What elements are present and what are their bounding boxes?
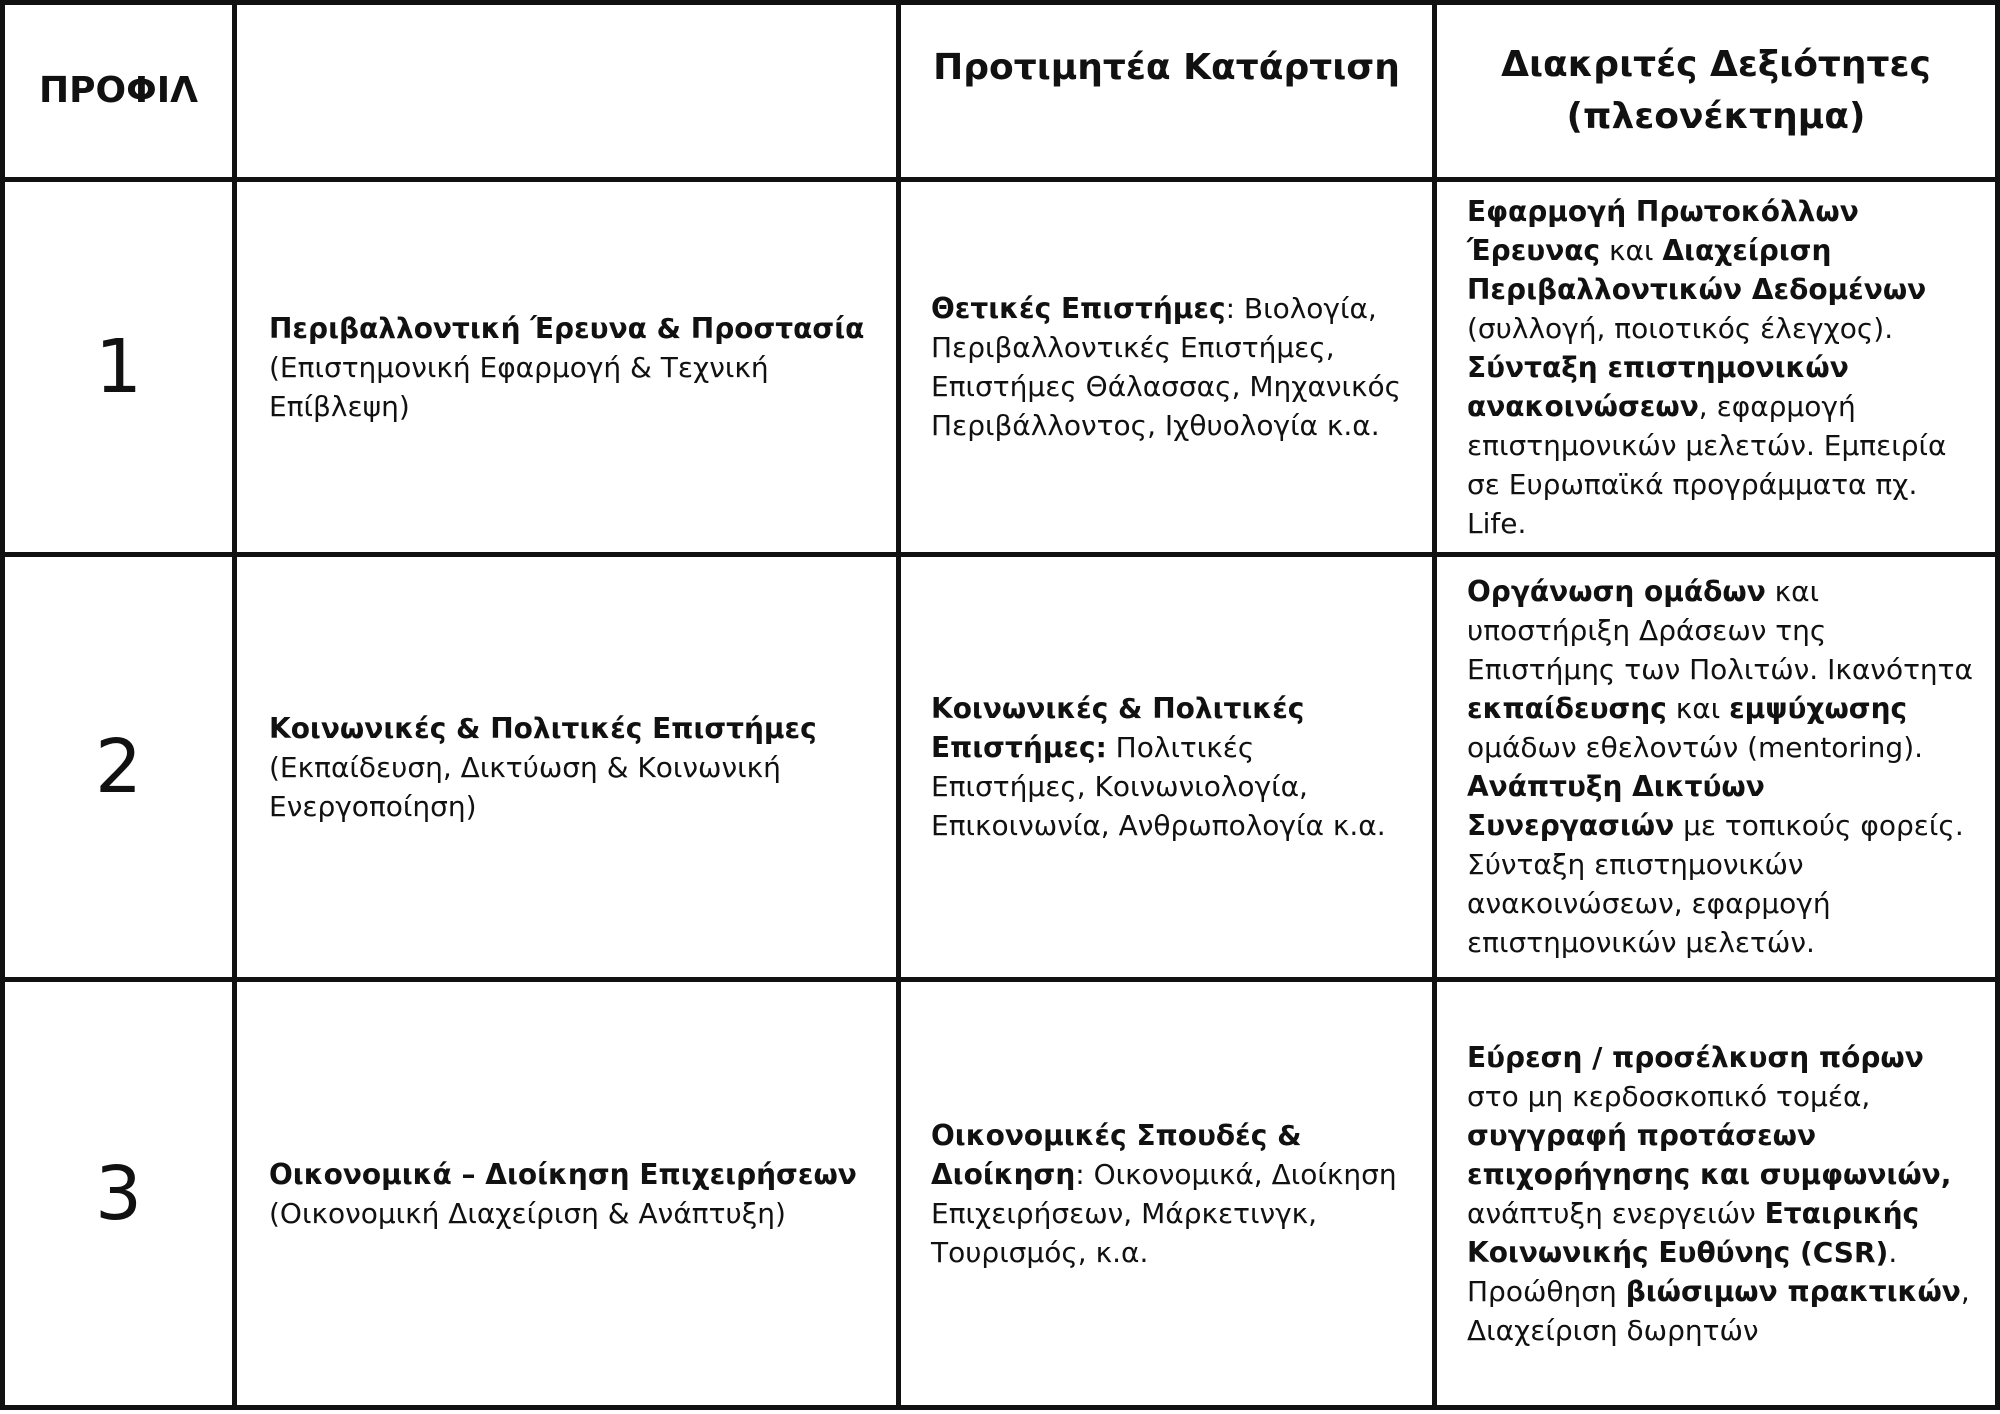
row-2-skills <box>1467 572 1981 962</box>
row-2-skills-segment-3: και <box>1666 692 1730 725</box>
row-2-skills-segment-2: εκπαίδευσης <box>1467 692 1667 725</box>
row-2-training <box>931 689 1406 845</box>
row-1-profile-title: Περιβαλλοντική Έρευνα & Προστασία <box>269 311 865 345</box>
header-profile: ΠΡΟΦΙΛ <box>39 69 198 111</box>
row-2-skills-segment-4: εμψύχωσης <box>1729 692 1908 725</box>
row-3-skills-segment-6: βιώσιμων πρακτικών <box>1625 1274 1961 1308</box>
header-skills-line1: Διακριτές Δεξιότητες <box>1501 43 1931 85</box>
row-2-profile <box>237 557 896 977</box>
row-3-skills-segment-5: . Προώθηση <box>1467 1235 1898 1308</box>
row-2-profile-subtitle: (Εκπαίδευση, Δικτύωση & Κοινωνική Ενεργοποίηση) <box>269 750 781 823</box>
row-3-profile <box>237 982 896 1405</box>
row-2-training-segment-0: Κοινωνικές & Πολιτικές Επιστήμες: <box>931 692 1305 764</box>
row-1-skills <box>1467 192 1981 543</box>
row-3-skills-segment-0: Εύρεση / προσέλκυση πόρων <box>1467 1040 1924 1074</box>
row-2-profile-title: Κοινωνικές & Πολιτικές Επιστήμες <box>269 711 817 745</box>
table-border-bottom <box>0 1405 2000 1410</box>
row-3-training <box>931 1116 1406 1272</box>
row-1-training <box>931 289 1406 445</box>
row-1-skills-segment-4: Σύνταξη επιστημονικών ανακοινώσεων <box>1467 350 1849 423</box>
header-distinct-skills <box>1437 39 1995 143</box>
row-1-skills-segment-5: , εφαρμογή επιστημονικών μελετών. Εμπειρία σε Ευρωπαϊκά προγράμματα πχ. Life. <box>1467 389 1947 540</box>
row-1-skills-segment-0: Εφαρμογή Πρωτοκόλλων Έρευνας <box>1467 194 1859 267</box>
row-1-profile-subtitle: (Επιστημονική Εφαρμογή & Τεχνική Επίβλεψη) <box>269 350 769 423</box>
row-3-skills-segment-2: συγγραφή προτάσεων επιχορήγησης και συμφωνιών, <box>1467 1118 1952 1191</box>
header-preferred-training: Προτιμητέα Κατάρτιση <box>933 46 1400 88</box>
row-3-number: 3 <box>94 1150 143 1237</box>
header-skills-line2: (πλεονέκτημα) <box>1566 96 1866 137</box>
row-2-skills-segment-0: Οργάνωση ομάδων <box>1467 575 1766 608</box>
row-2-skills-segment-5: ομάδων εθελοντών (mentoring). <box>1467 731 1924 764</box>
row-1-skills-segment-2: Διαχείριση Περιβαλλοντικών Δεδομένων <box>1467 233 1927 306</box>
row-1-skills-segment-1: και <box>1600 233 1663 267</box>
row-1-skills-segment-3: (συλλογή, ποιοτικός έλεγχος). <box>1467 311 1894 345</box>
row-3-skills-segment-7: , Διαχείριση δωρητών <box>1467 1274 1970 1347</box>
table-border-right <box>1995 0 2000 1410</box>
row-2-skills-segment-7: με τοπικούς φορείς. Σύνταξη επιστημονικών ανακοινώσεων, εφαρμογή επιστημονικών μελετών. <box>1467 809 1964 959</box>
row-3-profile-title: Οικονομικά – Διοίκηση Επιχειρήσεων <box>269 1157 857 1191</box>
row-2-skills-segment-6: Ανάπτυξη Δικτύων Συνεργασιών <box>1467 770 1765 842</box>
row-1-training-segment-1: : Βιολογία, Περιβαλλοντικές Επιστήμες, Επιστήμες Θάλασσας, Μηχανικός Περιβάλλοντος, Ιχθυολογία κ.α. <box>931 292 1402 442</box>
row-3-skills <box>1467 1038 1981 1350</box>
row-1-number: 1 <box>94 324 143 410</box>
row-3-skills-segment-3: ανάπτυξη ενεργειών <box>1467 1196 1765 1230</box>
row-2-training-segment-1: Πολιτικές Επιστήμες, Κοινωνιολογία, Επικοινωνία, Ανθρωπολογία κ.α. <box>931 731 1386 842</box>
row-3-profile-subtitle: (Οικονομική Διαχείριση & Ανάπτυξη) <box>269 1196 786 1230</box>
row-2-number: 2 <box>94 724 143 810</box>
row-3-training-segment-1: : Οικονομικά, Διοίκηση Επιχειρήσεων, Μάρκετινγκ, Τουρισμός, κ.α. <box>931 1157 1397 1269</box>
row-1-training-segment-0: Θετικές Επιστήμες <box>931 292 1226 325</box>
row-3-skills-segment-1: στο μη κερδοσκοπικό τομέα, <box>1467 1079 1871 1113</box>
row-3-skills-segment-4: Εταιρικής Κοινωνικής Ευθύνης (CSR) <box>1467 1196 1920 1269</box>
row-3-training-segment-0: Οικονομικές Σπουδές & Διοίκηση <box>931 1118 1302 1191</box>
row-2-skills-segment-1: και υποστήριξη Δράσεων της Επιστήμης των Πολιτών. Ικανότητα <box>1467 575 1973 686</box>
row-1-profile <box>237 182 896 552</box>
